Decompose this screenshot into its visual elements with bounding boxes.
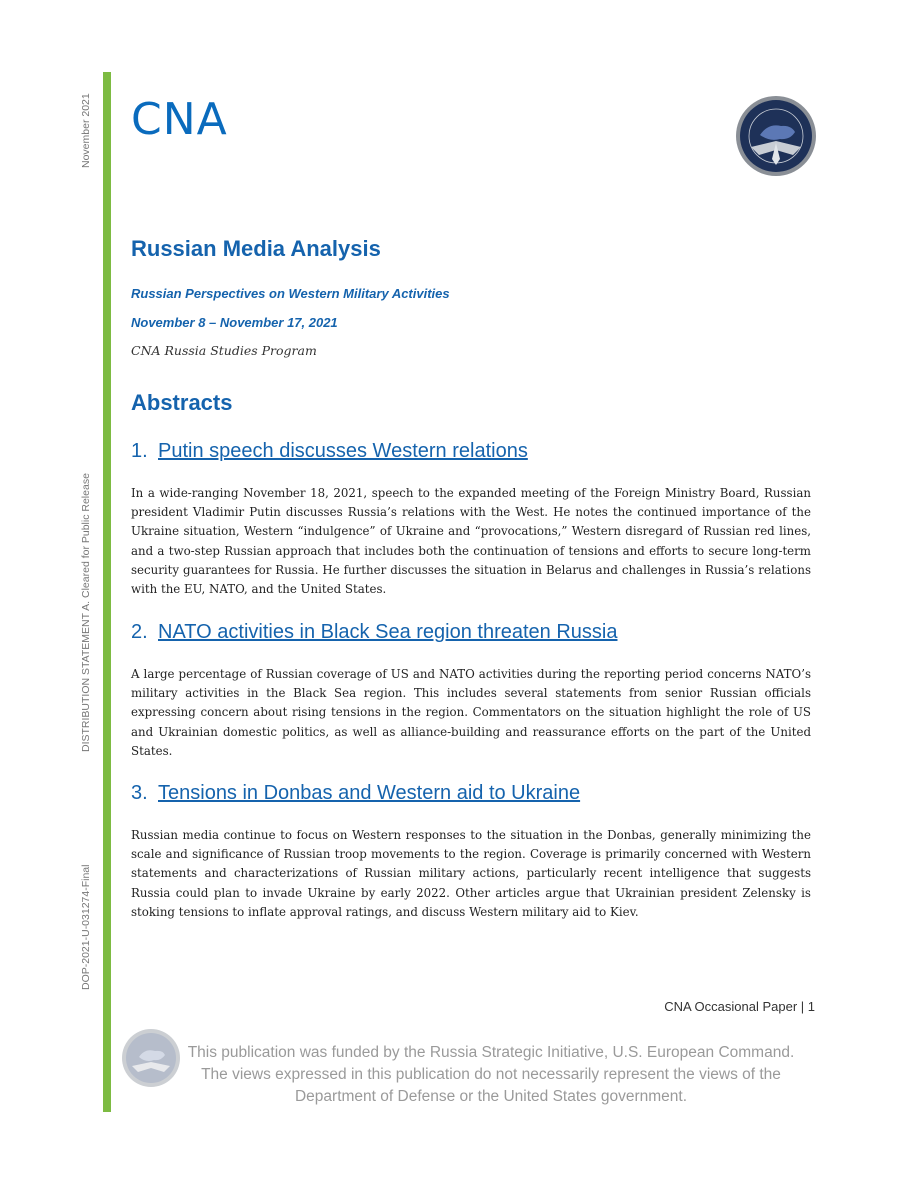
rsi-seal-icon: [735, 95, 817, 177]
margin-distribution-statement: DISTRIBUTION STATEMENT A. Cleared for Public Release: [80, 473, 92, 752]
section-1-heading: [131, 440, 528, 463]
section-number: 3.: [131, 782, 148, 804]
section-3-link[interactable]: Tensions in Donbas and Western aid to Ukraine: [158, 782, 581, 804]
cna-logo: CNA: [131, 94, 228, 145]
section-3-text: Russian media continue to focus on Western responses to the situation in the Donbas, generally minimizing the scale and significance of Russian troop movements to the region. Coverage is primarily concerned with Western statements and characterizations of Russian military actions, particularly recent intelligence that suggests Russia could plan to invade Ukraine by early 2022. Other articles argue that Ukrainian president Zelensky is stoking tensions to inflate approval ratings, and discuss Western military aid to Kiev.: [131, 828, 811, 919]
funding-disclaimer: This publication was funded by the Russia Strategic Initiative, U.S. European Command. The views expressed in this publication do not necessarily represent the views of the Department of Defense or the United States government.: [187, 1044, 795, 1105]
section-1-text: In a wide-ranging November 18, 2021, speech to the expanded meeting of the Foreign Ministry Board, Russian president Vladimir Putin discusses Russia’s relations with the West. He notes the continued importance of the Ukraine situation, Western “indulgence” of Ukraine and “provocations,” Western disregard of Russian red lines, and a two-step Russian approach that includes both the continuation of tensions and efforts to secure long-term security guarantees for Russia. He further discusses the situation in Belarus and challenges in Russia’s relations with the EU, NATO, and the United States.: [131, 486, 811, 597]
section-2-text: A large percentage of Russian coverage of US and NATO activities during the reporting period concerns NATO’s military activities in the Black Sea region. This includes several statements from senior Russian officials expressing concern about rising tensions in the region. Commentators on the situation highlight the role of US and Ukrainian domestic politics, as well as alliance-building and reassurance efforts on the part of the United States.: [131, 667, 811, 758]
section-2-link[interactable]: NATO activities in Black Sea region threaten Russia: [158, 621, 618, 643]
section-number: 1.: [131, 440, 148, 462]
section-1-link[interactable]: Putin speech discusses Western relations: [158, 440, 528, 462]
program-name: CNA Russia Studies Program: [131, 343, 317, 358]
page-footer-label: CNA Occasional Paper | 1: [664, 999, 815, 1014]
section-number: 2.: [131, 621, 148, 643]
page-subtitle: Russian Perspectives on Western Military Activities: [131, 286, 450, 301]
margin-date: November 2021: [80, 93, 92, 168]
green-accent-bar: [103, 72, 111, 1112]
date-range: November 8 – November 17, 2021: [131, 315, 338, 330]
page-title: Russian Media Analysis: [131, 236, 381, 261]
abstracts-heading: Abstracts: [131, 390, 233, 415]
section-2-heading: [131, 621, 617, 644]
rsi-seal-watermark-icon: [121, 1028, 181, 1088]
margin-document-number: DOP-2021-U-031274-Final: [80, 864, 92, 990]
section-3-heading: [131, 782, 580, 805]
